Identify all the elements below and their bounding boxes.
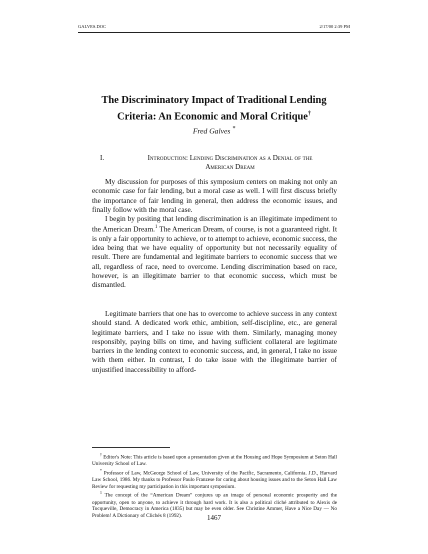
footnote-dagger: † Editor's Note: This article is based upon a presentation given at the Housing and Hope Symposium at Seton Hall University School of Law. xyxy=(92,453,338,468)
section-heading-line-1: Introduction: Lending Discrimination as a Denial of the xyxy=(147,154,313,162)
footnotes xyxy=(92,452,337,520)
body-paragraph-1: My discussion for purposes of this symposium centers on making not only an economic case for fair lending, but a moral case as well. I will first discuss briefly the importance of fair lending in general, then address the economic issues, and finally follow with the moral case. xyxy=(92,177,337,214)
body-paragraph-3: Legitimate barriers that one has to overcome to achieve success in any context should stand. A dedicated work ethic, ambition, self-discipline, etc., are general legitimate barriers, and I take no issue with them. Similarly, managing money responsibly, paying bills on time, and having sufficient collateral are legitimate barriers in the lending context to economic success, and, in general, I take no issue with them either. In contrast, I do take issue with the illegitimate barrier of unjustified inaccessibility to afford- xyxy=(92,309,337,374)
title-line-1: The Discriminatory Impact of Traditional Lending xyxy=(101,95,327,106)
page-number: 1467 xyxy=(207,514,221,522)
article-title xyxy=(60,95,368,123)
title-line-2: Criteria: An Economic and Moral Critique† xyxy=(117,110,311,122)
section-heading xyxy=(100,154,350,172)
title-footnote-mark: † xyxy=(307,110,311,117)
author-footnote-mark: * xyxy=(232,126,236,132)
body-paragraph-2: I begin by positing that lending discrimination is an illegitimate impediment to the American Dream.$^1$ The American Dream, of course, is not a guaranteed right. It is only a fair opportunity to achieve, or to attempt to achieve, economic success, the idea being that we have equality of opportunity but not necessarily equality of result. There are fundamental and legitimate barriers to economic success that we all, regardless of race, need to overcome. Lending discrimination based on race, however, is an illegitimate barrier to that economic success, which must be dismantled. xyxy=(92,214,338,290)
section-number: I. xyxy=(100,154,105,162)
section-heading-line-2: American Dream xyxy=(205,163,255,171)
author-byline xyxy=(60,126,368,136)
header-timestamp: 2/17/00 2:39 PM xyxy=(319,24,350,29)
author-name: Fred Galves xyxy=(192,126,231,136)
footnote-ref-1[interactable]: 1 xyxy=(154,225,158,231)
running-header xyxy=(78,24,350,33)
header-filename: GALVES.DOC xyxy=(78,24,106,29)
footnote-1: $^1$ The concept of the “American Dream” conjures up an image of personal economic prosperity and the opportunity, open to anyone, to achieve it through hard work. It is also a political cliché attributed to Alexis de Tocqueville, Democracy in America (1835) but may be even older. See Christine Ammer, Have a Nice Day — No Problem! A Dictionary of Clichés 8 (1992). xyxy=(92,491,338,519)
footnote-asterisk: * Professor of Law, McGeorge School of Law, University of the Pacific, Sacramento, California. J.D., Harvard Law School, 1986. My thanks to Professor Paulo Franzese for caring about housing issues and to the Seton Hall Law Review for requesting my participation in this important symposium. xyxy=(92,468,338,490)
footnote-divider xyxy=(92,447,170,448)
